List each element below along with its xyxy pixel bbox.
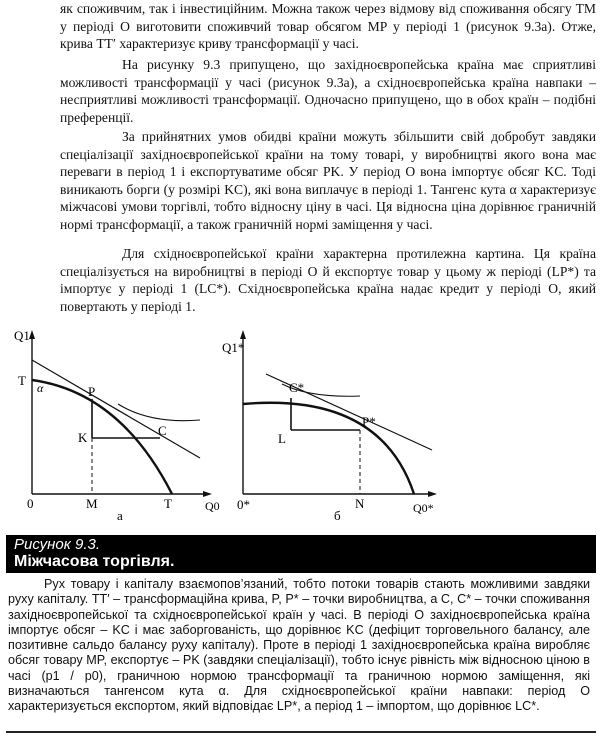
label-p: P bbox=[88, 384, 96, 399]
label-q0-b: Q0* bbox=[413, 501, 434, 515]
label-t-a: T bbox=[18, 373, 26, 388]
price-line-a bbox=[32, 360, 200, 458]
label-panel-b: б bbox=[334, 508, 341, 523]
transformation-curve-a bbox=[32, 380, 172, 494]
paragraph-4: Для східноєвропейської країни характерна протилежна картина. Ця країна спеціалізується на виробництві в періоді O й експортує товар у цьому ж періоді (LP*) та імпортує у періоді 1 (LC*). Східноєвропейська країна надає кредит у періоді O, який повертають у періоді 1. bbox=[60, 246, 596, 314]
bottom-rule bbox=[6, 731, 596, 733]
label-q1-b: Q1* bbox=[222, 340, 245, 355]
label-p-star: P* bbox=[362, 414, 376, 429]
figure-caption-bar bbox=[6, 535, 596, 573]
caption-number: Рисунок 9.3. bbox=[14, 536, 101, 553]
label-alpha: α bbox=[37, 381, 44, 395]
label-origin-a: 0 bbox=[27, 496, 34, 511]
indifference-curve-a bbox=[118, 404, 200, 421]
panel-b bbox=[222, 330, 437, 523]
x-axis-arrow-a bbox=[203, 491, 212, 497]
panel-a bbox=[14, 328, 220, 523]
label-t-axis: T bbox=[164, 496, 172, 511]
transformation-curve-b bbox=[243, 403, 414, 494]
label-q0-a: Q0 bbox=[205, 499, 220, 513]
label-c: C bbox=[158, 423, 167, 438]
label-n: N bbox=[355, 496, 365, 511]
label-panel-a: а bbox=[117, 508, 123, 523]
label-q1-a: Q1 bbox=[14, 328, 30, 343]
label-k: K bbox=[78, 430, 88, 445]
paragraph-2: На рисунку 9.3 припущено, що західноєвропейська країна має сприятливі можливості трансформації у часі (рисунок 9.3а), а східноєвропейська країна навпаки – несприятливі можливості трансформації. Одночасно припущено, що в обох країн – подібні преференції. bbox=[60, 57, 596, 125]
caption-title: Міжчасова торгівля. bbox=[14, 553, 175, 570]
y-axis-arrow-b bbox=[240, 330, 246, 339]
paragraph-3: За прийнятних умов обидві країни можуть збільшити свій добробут завдяки спеціалізації західноєвропейської країни на тому товарі, у виробництві якого вона має переваги в період 1 і експортуватиме обсяг PK. У період O вона імпортує обсяг KC. Тоді виникають борги (у розмірі KC), які вона виплачує в періоді 1. Тангенс кута α характеризує міжчасові умови торгівлі, тобто відносну ціну в часі. Ця відносна ціна дорівнює граничній нормі трансформації, а також граничній нормі заміщення у часі. bbox=[60, 129, 596, 232]
label-origin-b: 0* bbox=[237, 497, 250, 512]
x-axis-arrow-b bbox=[428, 491, 437, 497]
label-l: L bbox=[278, 431, 286, 446]
label-m: M bbox=[86, 496, 98, 511]
y-axis-arrow-a bbox=[29, 330, 35, 339]
caption-text: Рух товару і капіталу взаємопов’язаний, тобто потоки товарів стають можливими завдяки руху капіталу. TT′ – трансформаційна крива, P, P* – точки виробництва, а C, C* – точки споживання західноєвропейської та східноєвропейської країн у часі. В періоді O західноєвропейська країна імпортує обсяг – KC і має заборгованість, що дорівнює KC (дефіцит торговельного балансу, але позитивне сальдо балансу руху капіталу). Проте в періоді 1 західноєвропейська країна виробляє обсяг товару MP, експортує – PK (завдяки спеціалізації), тобто існує рівність між відносною ціною в часі (p1 / p0), граничною нормою трансформації та граничною нормою заміщення, які визначаються тангенсом кута α. Для східноєвропейської країни навпаки: період O характеризується експортом, який відповідає LP*, а період 1 – імпортом, що дорівнює LC*. bbox=[8, 577, 590, 714]
figure-9-3 bbox=[0, 322, 600, 532]
label-c-star: C* bbox=[289, 380, 305, 395]
figure-svg bbox=[0, 322, 600, 532]
paragraph-1: як споживчим, так і інвестиційним. Можна також через відмову від споживання обсягу TM у періоді O виготовити споживчий товар обсягом MP у періоді 1 (рисунок 9.3а). Отже, крива TT′ характеризує криву трансформації у часі. bbox=[60, 1, 596, 51]
